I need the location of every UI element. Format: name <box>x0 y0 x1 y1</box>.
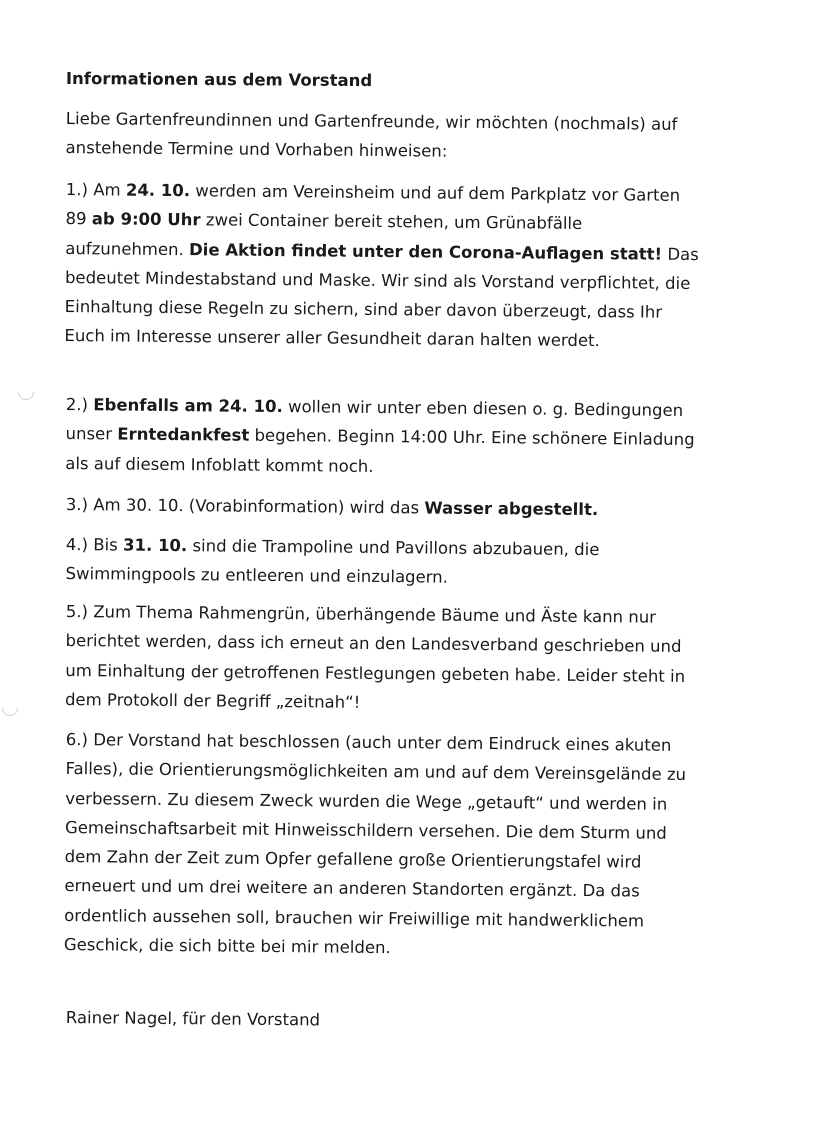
item-2-paragraph <box>65 390 706 484</box>
item-1-date: 24. 10. <box>125 180 191 201</box>
punch-hole-mark <box>15 381 38 404</box>
item-6-paragraph <box>64 725 706 966</box>
signature: Rainer Nagel, für den Vorstand <box>65 1007 321 1030</box>
item-2-text: begehen. Beginn 14:00 Uhr. Eine schönere Einladung als auf diesem Infoblatt kommt noch. <box>65 426 695 476</box>
item-2-text: wollen wir unter eben diesen o. g. Bedingungen unser <box>65 397 684 444</box>
item-3-text: 3.) Am 30. 10. (Vorabinformation) wird das <box>65 494 425 518</box>
item-6-text: 6.) Der Vorstand hat beschlossen (auch unter dem Eindruck eines akuten Falles), die Orientierungsmöglichkeiten am und auf dem Vereinsgelände zu verbessern. Zu diesem Zweck wurden die Wege „getauft“ und werden in Gemeinschaftsarbeit mit Hinweisschildern versehen. Die dem Sturm und dem Zahn der Zeit zum Opfer gefallene große Orientierungstafel wird erneuert und um drei weitere an anderen Standorten ergänzt. Da das ordentlich aussehen soll, brauchen wir Freiwillige mit handwerklichem Geschick, die sich bitte bei mir melden. <box>63 729 687 958</box>
item-1-text: Das bedeutet Mindestabstand und Maske. Wir sind als Vorstand verpflichtet, die Einhaltung diese Regeln zu sichern, sind aber davon überzeugt, dass Ihr Euch im Interesse unserer aller Gesundheit daran halten werdet. <box>64 244 699 351</box>
intro-paragraph: Liebe Gartenfreundinnen und Gartenfreunde, wir möchten (nochmals) auf anstehende Termine und Vorhaben hinweisen: <box>65 108 678 161</box>
item-1-text: zwei Container bereit stehen, um Grünabfälle aufzunehmen. <box>65 210 583 259</box>
punch-hole-mark <box>0 697 21 720</box>
document-title: Informationen aus dem Vorstand <box>65 69 373 91</box>
item-5-text: 5.) Zum Thema Rahmengrün, überhängende Bäume und Äste kann nur berichtet werden, dass ich erneut an den Landesverband geschrieben und um Einhaltung der getroffenen Festlegungen gebeten habe. Leider steht in dem Protokoll der Begriff „zeitnah“! <box>64 601 686 712</box>
item-2-event: Erntedankfest <box>117 424 250 446</box>
item-1-time: ab 9:00 Uhr <box>91 209 201 230</box>
item-3-paragraph <box>66 490 706 525</box>
item-1-text: 1.) Am <box>65 179 126 200</box>
item-4-text: sind die Trampoline und Pavillons abzubauen, die Swimmingpools zu entleeren und einzulagern. <box>65 536 600 587</box>
item-5-paragraph <box>65 597 706 720</box>
item-3-water-notice: Wasser abgestellt. <box>424 498 599 520</box>
item-4-paragraph <box>65 530 706 595</box>
item-2-date: Ebenfalls am 24. 10. <box>93 395 283 417</box>
item-1-corona-notice: Die Aktion findet unter den Corona-Auflagen statt! <box>188 239 663 264</box>
item-2-text: 2.) <box>65 394 94 415</box>
item-1-paragraph <box>64 175 706 357</box>
item-4-date: 31. 10. <box>122 535 188 556</box>
item-1-text: werden am Vereinsheim und auf dem Parkplatz vor Garten 89 <box>65 181 681 229</box>
item-4-text: 4.) Bis <box>65 534 124 555</box>
